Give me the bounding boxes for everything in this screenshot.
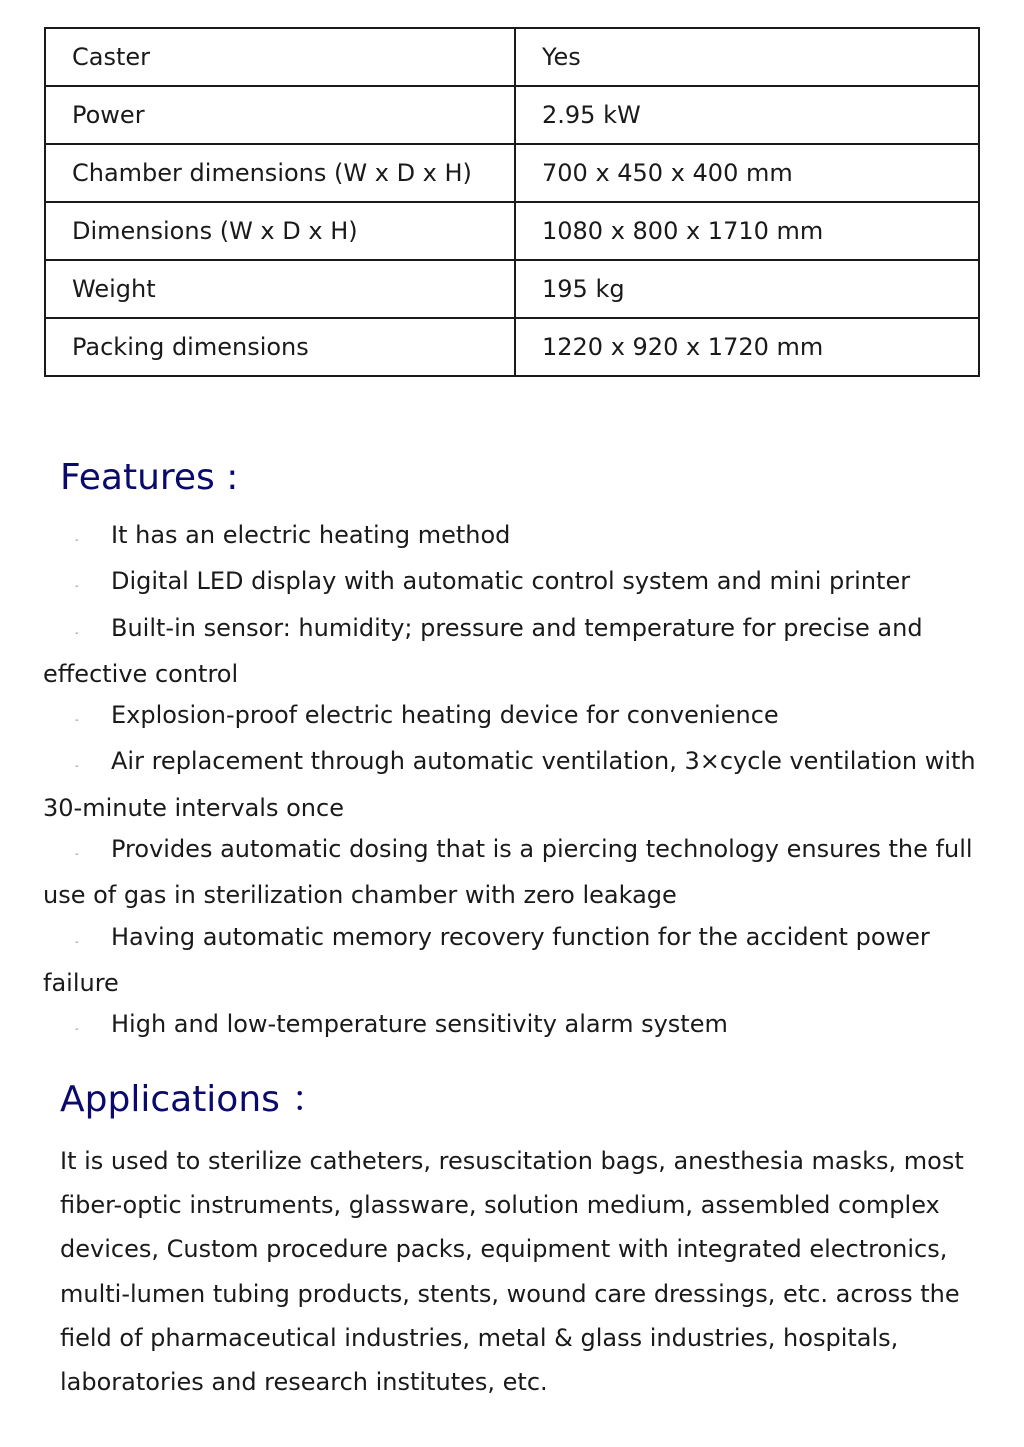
feature-text: It has an electric heating method: [111, 521, 511, 549]
specifications-table: [44, 27, 980, 377]
feature-text: Explosion-proof electric heating device for convenience: [111, 701, 779, 730]
feature-item: [43, 608, 988, 696]
feature-item: [43, 695, 988, 741]
feature-item: [43, 917, 988, 1005]
bullet-dash-icon: -: [75, 581, 79, 593]
feature-text: High and low-temperature sensitivity alarm system: [111, 1010, 728, 1039]
spec-label: Chamber dimensions (W x D x H): [45, 144, 515, 202]
spec-row: [45, 202, 979, 260]
feature-item: [43, 829, 988, 917]
spec-row: [45, 318, 979, 376]
feature-text: Having automatic memory recovery function for the accident power failure: [43, 922, 930, 997]
bullet-dash-icon: -: [75, 627, 79, 639]
spec-value: 1080 x 800 x 1710 mm: [515, 202, 979, 260]
spec-label: Weight: [45, 260, 515, 318]
spec-row: [45, 86, 979, 144]
spec-row: [45, 28, 979, 86]
applications-heading: Applications ：: [60, 1079, 328, 1120]
bullet-dash-icon: -: [75, 761, 79, 773]
spec-value: 195 kg: [515, 260, 979, 318]
feature-item: [43, 1004, 988, 1050]
spec-row: [45, 144, 979, 202]
features-list: [43, 515, 988, 1051]
bullet-dash-icon: -: [75, 715, 79, 727]
spec-label: Caster: [45, 28, 515, 86]
spec-label: Power: [45, 86, 515, 144]
spec-value: 1220 x 920 x 1720 mm: [515, 318, 979, 376]
applications-paragraph: It is used to sterilize catheters, resuscitation bags, anesthesia masks, most fiber-optic instruments, glassware, solution medium, assembled complex devices, Custom procedure packs, equipment with integrated electronics, multi-lumen tubing products, stents, wound care dressings, etc. across the field of pharmaceutical industries, metal & glass industries, hospitals, laboratories and research institutes, etc.: [60, 1147, 964, 1397]
feature-item: [43, 561, 988, 607]
feature-text: Digital LED display with automatic control system and mini printer: [111, 567, 911, 596]
spec-label: Packing dimensions: [45, 318, 515, 376]
bullet-dash-icon: -: [75, 1024, 79, 1036]
spec-value: 2.95 kW: [515, 86, 979, 144]
bullet-dash-icon: -: [75, 535, 79, 546]
feature-text: Air replacement through automatic ventilation, 3×cycle ventilation with 30-minute intervals once: [43, 747, 976, 822]
spec-value: Yes: [515, 28, 979, 86]
feature-item: [43, 741, 988, 829]
spec-row: [45, 260, 979, 318]
features-heading: Features :: [60, 457, 239, 498]
feature-text: Built-in sensor: humidity; pressure and temperature for precise and effective control: [43, 613, 923, 688]
bullet-dash-icon: -: [75, 849, 79, 861]
spec-label: Dimensions (W x D x H): [45, 202, 515, 260]
bullet-dash-icon: -: [75, 936, 79, 948]
spec-value: 700 x 450 x 400 mm: [515, 144, 979, 202]
feature-item: [43, 515, 988, 561]
feature-text: Provides automatic dosing that is a piercing technology ensures the full use of gas in sterilization chamber with zero leakage: [43, 835, 973, 910]
